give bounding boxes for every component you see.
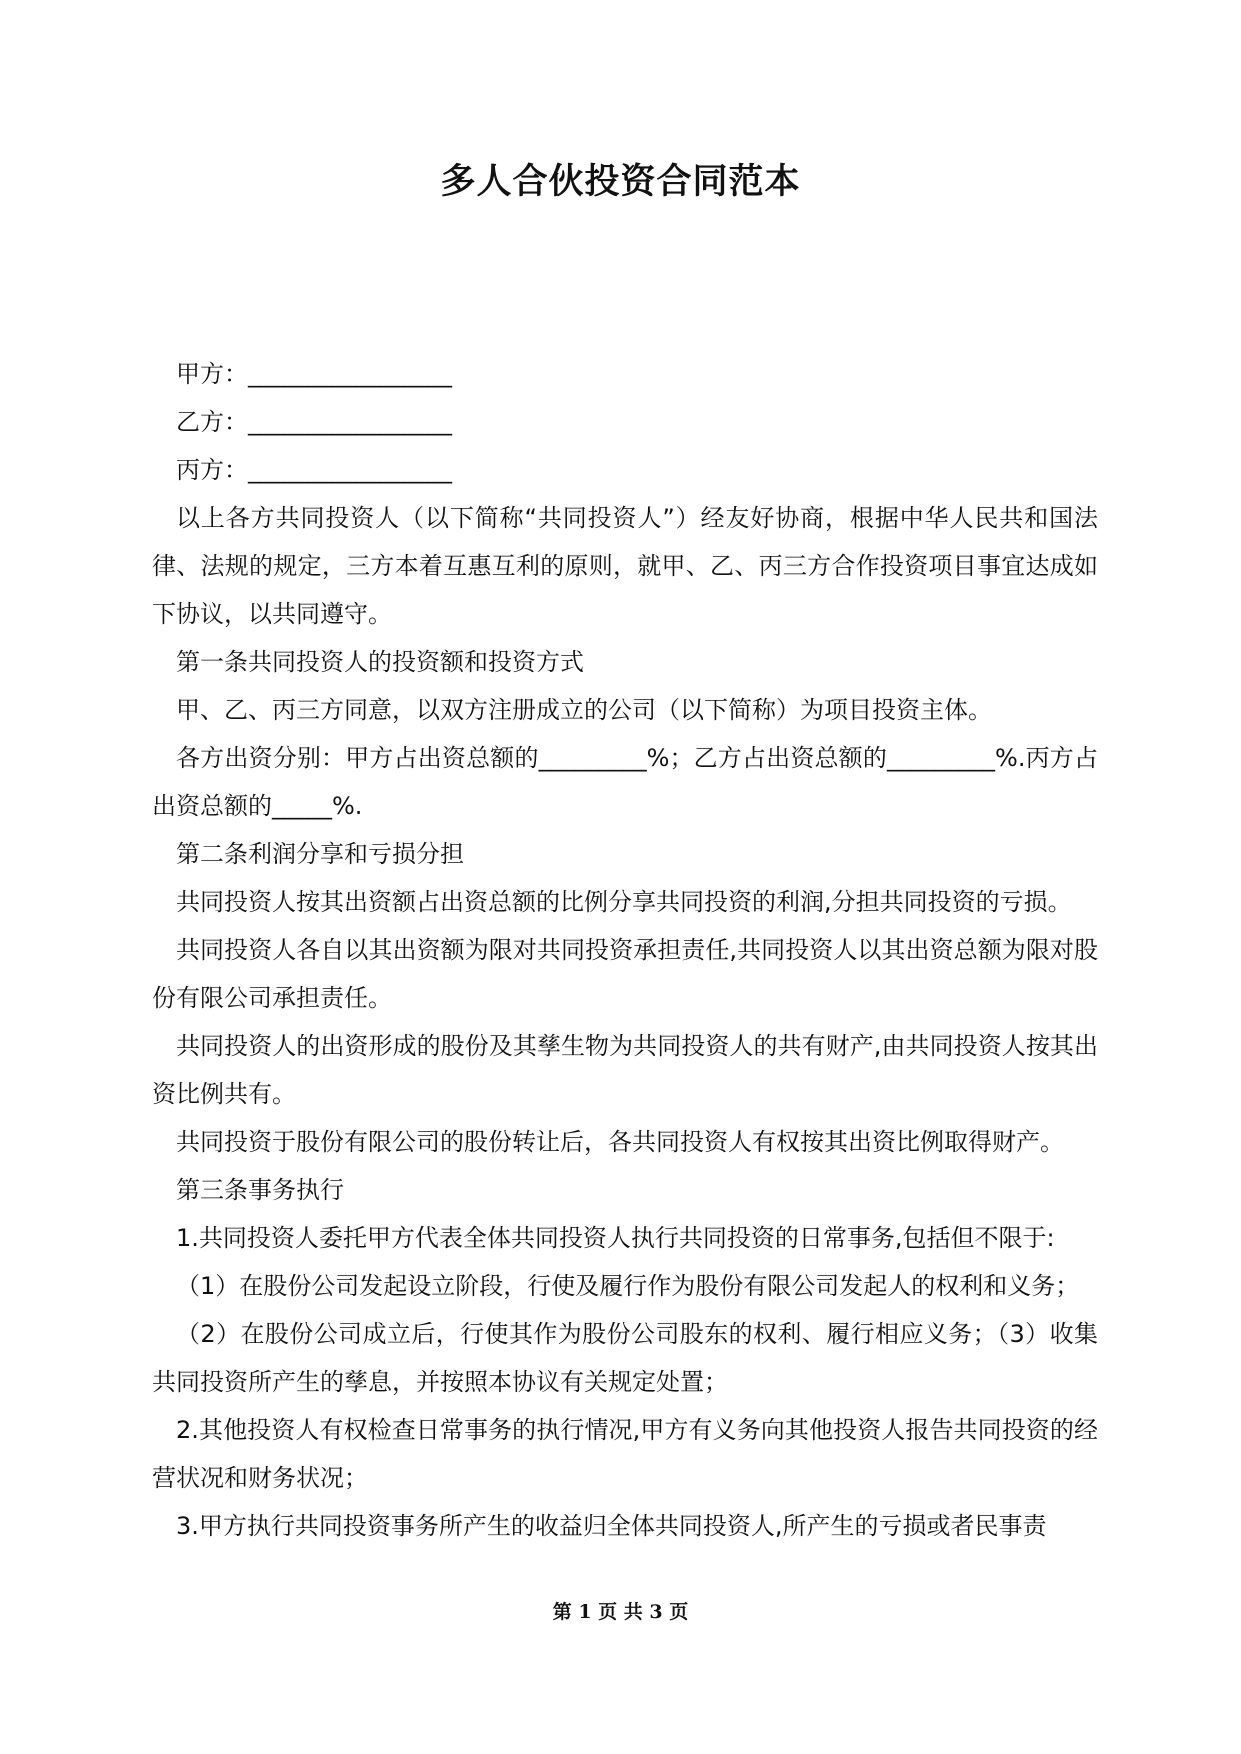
page-number: 第 1 页 共 3 页: [552, 1601, 689, 1623]
document-title: 多人合伙投资合同范本: [440, 162, 801, 202]
article-3-paragraph: （2）在股份公司成立后，行使其作为股份公司股东的权利、履行相应义务；（3）收集共同投资所产生的孳息，并按照本协议有关规定处置；: [152, 1320, 1098, 1396]
article-2-paragraph: 共同投资于股份有限公司的股份转让后，各共同投资人有权按其出资比例取得财产。: [176, 1128, 1064, 1156]
party-a-line: 甲方：_________________: [176, 360, 452, 388]
party-c-line: 丙方：_________________: [176, 456, 452, 484]
article-1-paragraph: 甲、乙、丙三方同意，以双方注册成立的公司（以下简称）为项目投资主体。: [176, 696, 992, 724]
article-3-paragraph: （1）在股份公司发起设立阶段，行使及履行作为股份有限公司发起人的权利和义务；: [176, 1272, 1080, 1300]
article-3-paragraph: 2.其他投资人有权检查日常事务的执行情况,甲方有义务向其他投资人报告共同投资的经营状况和财务状况；: [152, 1416, 1098, 1492]
article-2-paragraph: 共同投资人的出资形成的股份及其孳生物为共同投资人的共有财产,由共同投资人按其出资比例共有。: [152, 1032, 1098, 1108]
article-3-paragraph: 3.甲方执行共同投资事务所产生的收益归全体共同投资人,所产生的亏损或者民事责: [176, 1512, 1047, 1540]
article-2-paragraph: 共同投资人各自以其出资额为限对共同投资承担责任,共同投资人以其出资总额为限对股份有限公司承担责任。: [152, 936, 1098, 1012]
article-1-heading: 第一条共同投资人的投资额和投资方式: [176, 648, 584, 676]
article-3-paragraph: 1.共同投资人委托甲方代表全体共同投资人执行共同投资的日常事务,包括但不限于:: [176, 1224, 1055, 1252]
document-body: [152, 350, 1098, 1550]
article-3-heading: 第三条事务执行: [176, 1176, 344, 1204]
preamble-paragraph: 以上各方共同投资人（以下简称“共同投资人”）经友好协商，根据中华人民共和国法律、法规的规定，三方本着互惠互利的原则，就甲、乙、丙三方合作投资项目事宜达成如下协议，以共同遵守。: [152, 504, 1098, 628]
article-1-paragraph: 各方出资分别：甲方占出资总额的_________%；乙方占出资总额的_________%.丙方占出资总额的_____%.: [152, 744, 1098, 820]
party-b-line: 乙方：_________________: [176, 408, 452, 436]
article-2-paragraph: 共同投资人按其出资额占出资总额的比例分享共同投资的利润,分担共同投资的亏损。: [176, 888, 1072, 916]
article-2-heading: 第二条利润分享和亏损分担: [176, 840, 464, 868]
